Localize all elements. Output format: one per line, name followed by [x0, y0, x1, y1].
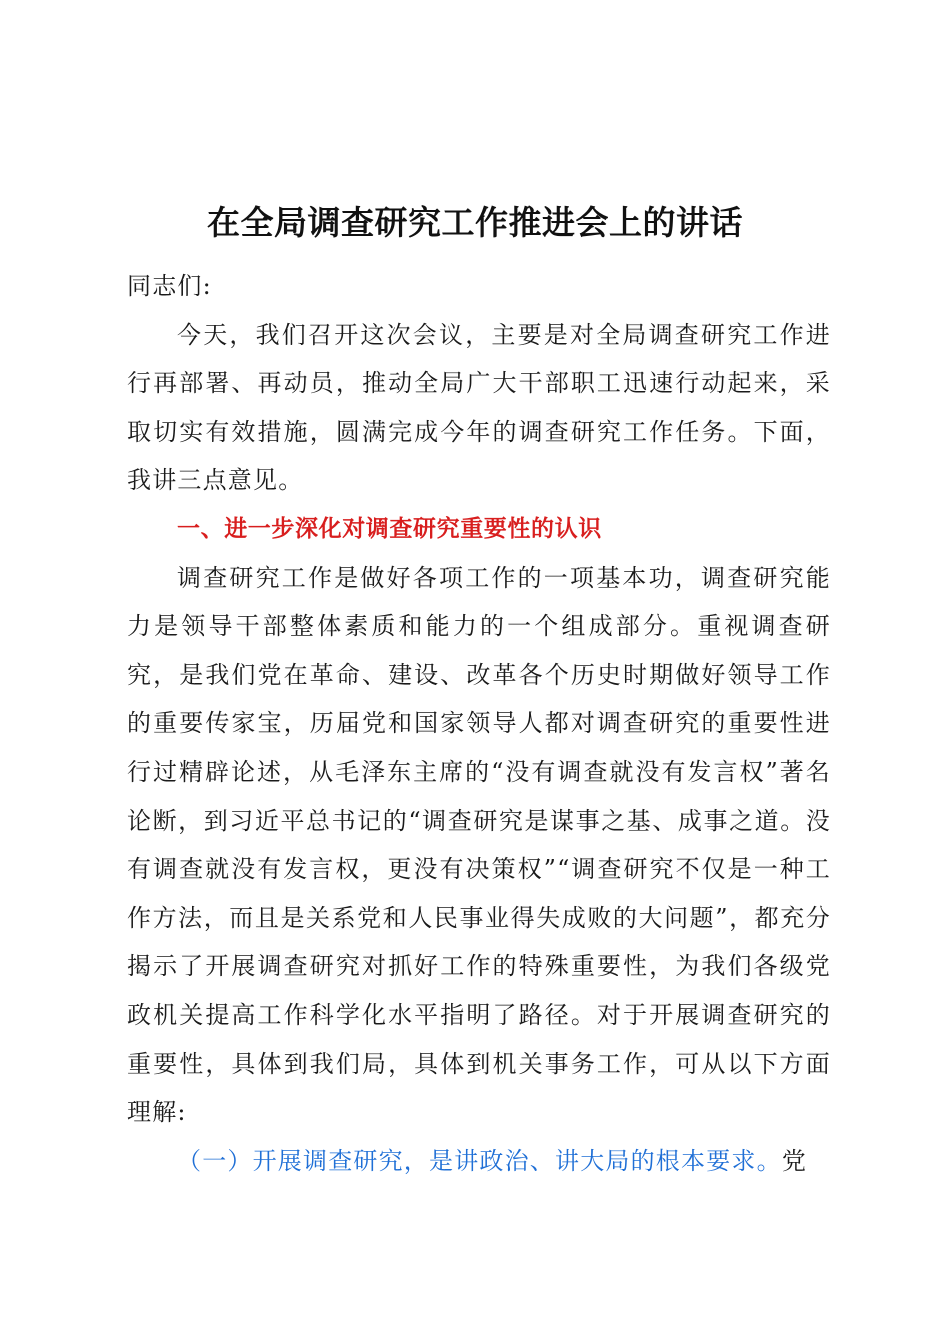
intro-paragraph: 今天，我们召开这次会议，主要是对全局调查研究工作进行再部署、再动员，推动全局广大干部职工迅速行动起来，采取切实有效措施，圆满完成今年的调查研究工作任务。下面，我讲三点意见。: [127, 320, 831, 495]
subsection-1-paragraph: [127, 1137, 831, 1186]
document-body: [127, 262, 831, 1185]
salutation: 同志们:: [127, 272, 212, 300]
section-1-paragraph: 调查研究工作是做好各项工作的一项基本功，调查研究能力是领导干部整体素质和能力的一个组成部分。重视调查研究，是我们党在革命、建设、改革各个历史时期做好领导工作的重要传家宝，历届党和国家领导人都对调查研究的重要性进行过精辟论述，从毛泽东主席的“没有调查就没有发言权”著名论断，到习近平总书记的“调查研究是谋事之基、成事之道。没有调查就没有发言权，更没有决策权”“调查研究不仅是一种工作方法，而且是关系党和人民事业得失成败的大问题”，都充分揭示了开展调查研究对抓好工作的特殊重要性，为我们各级党政机关提高工作科学化水平指明了路径。对于开展调查研究的重要性，具体到我们局，具体到机关事务工作，可从以下方面理解:: [127, 563, 831, 1127]
subsection-heading-1: （一）开展调查研究，是讲政治、讲大局的根本要求。: [177, 1146, 782, 1175]
section-heading-1: 一、进一步深化对调查研究重要性的认识: [177, 515, 602, 542]
document-title: 在全局调查研究工作推进会上的讲话: [207, 203, 743, 242]
subsection-1-text: 党: [781, 1146, 808, 1175]
